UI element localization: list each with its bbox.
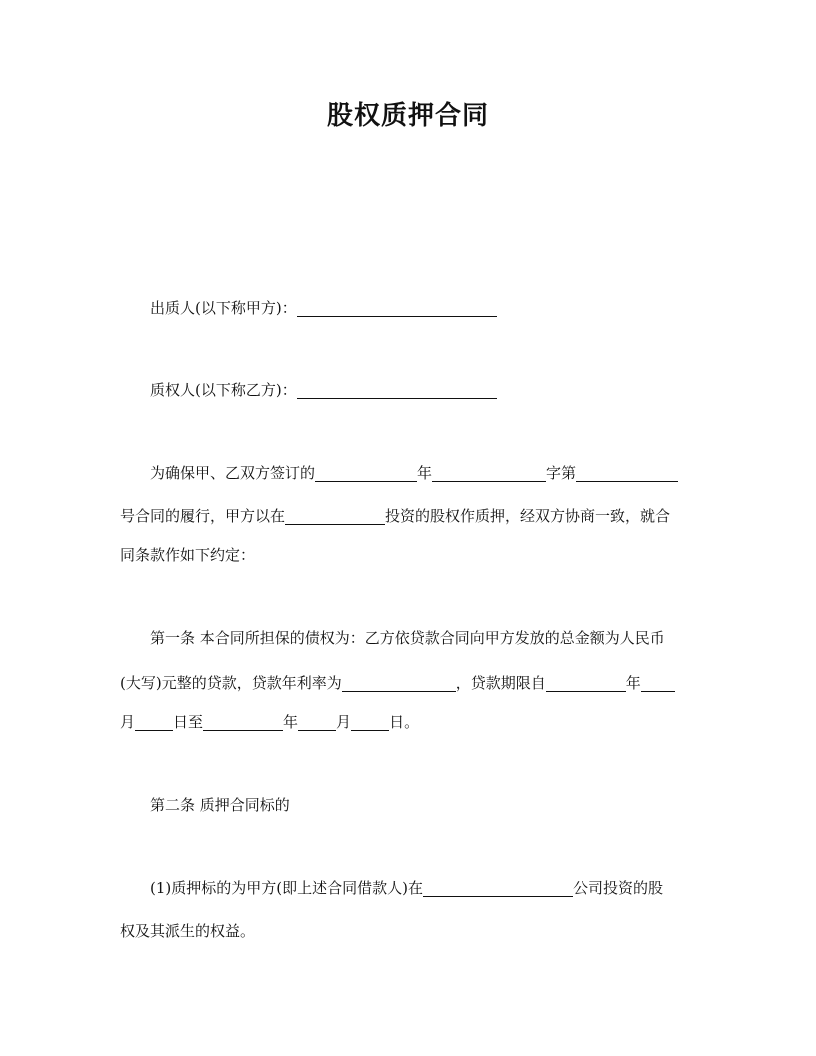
clause1-line-1 xyxy=(120,869,698,908)
preamble-line-2 xyxy=(120,497,698,536)
preamble-text: 投资的股权作质押，经双方协商一致，就合 xyxy=(385,507,671,525)
preamble-line-1 xyxy=(120,454,698,493)
clause1-text: 公司投资的股 xyxy=(572,879,663,897)
contract-number-blank[interactable] xyxy=(576,463,678,482)
document-title: 股权质押合同 xyxy=(326,101,489,131)
clause1-line-2: 权及其派生的权益。 xyxy=(120,922,256,940)
article2-heading: 第二条 质押合同标的 xyxy=(150,796,290,814)
start-year-blank[interactable] xyxy=(546,673,626,692)
pledgor-blank[interactable] xyxy=(297,298,497,317)
invested-company-blank[interactable] xyxy=(285,506,385,525)
end-month-blank[interactable] xyxy=(298,712,336,731)
preamble-text: 为确保甲、乙双方签订的 xyxy=(150,464,316,482)
article1-text: 月 xyxy=(336,713,352,731)
article1-text: 日至 xyxy=(173,713,204,731)
pledgor-line xyxy=(120,289,698,328)
article1-text: 月 xyxy=(120,713,136,731)
contract-word-blank[interactable] xyxy=(432,463,546,482)
article1-text: ，贷款期限自 xyxy=(455,674,546,692)
end-day-blank[interactable] xyxy=(351,712,389,731)
pledgee-blank[interactable] xyxy=(297,380,497,399)
start-month-blank[interactable] xyxy=(641,673,675,692)
pledged-company-blank[interactable] xyxy=(423,878,573,897)
preamble-text: 年 xyxy=(417,464,433,482)
pledgor-label: 出质人(以下称甲方)： xyxy=(150,299,297,317)
preamble-line-3: 同条款作如下约定： xyxy=(120,546,256,564)
article1-line-3 xyxy=(120,703,698,742)
start-day-blank[interactable] xyxy=(135,712,173,731)
pledgee-label: 质权人(以下称乙方)： xyxy=(150,381,297,399)
contract-year-blank[interactable] xyxy=(315,463,417,482)
preamble-text: 号合同的履行，甲方以在 xyxy=(120,507,286,525)
preamble-text: 字第 xyxy=(546,464,577,482)
end-year-blank[interactable] xyxy=(203,712,283,731)
article1-text: 年 xyxy=(283,713,299,731)
article1-text: 日。 xyxy=(389,713,420,731)
article1-line-2 xyxy=(120,664,698,703)
interest-rate-blank[interactable] xyxy=(342,673,456,692)
article1-line-1: 第一条 本合同所担保的债权为：乙方依贷款合同向甲方发放的总金额为人民币 xyxy=(150,629,665,647)
pledgee-line xyxy=(120,371,698,410)
article1-text: 年 xyxy=(625,674,641,692)
article1-text: (大写)元整的贷款，贷款年利率为 xyxy=(120,674,342,692)
clause1-text: (1)质押标的为甲方(即上述合同借款人)在 xyxy=(150,879,423,897)
